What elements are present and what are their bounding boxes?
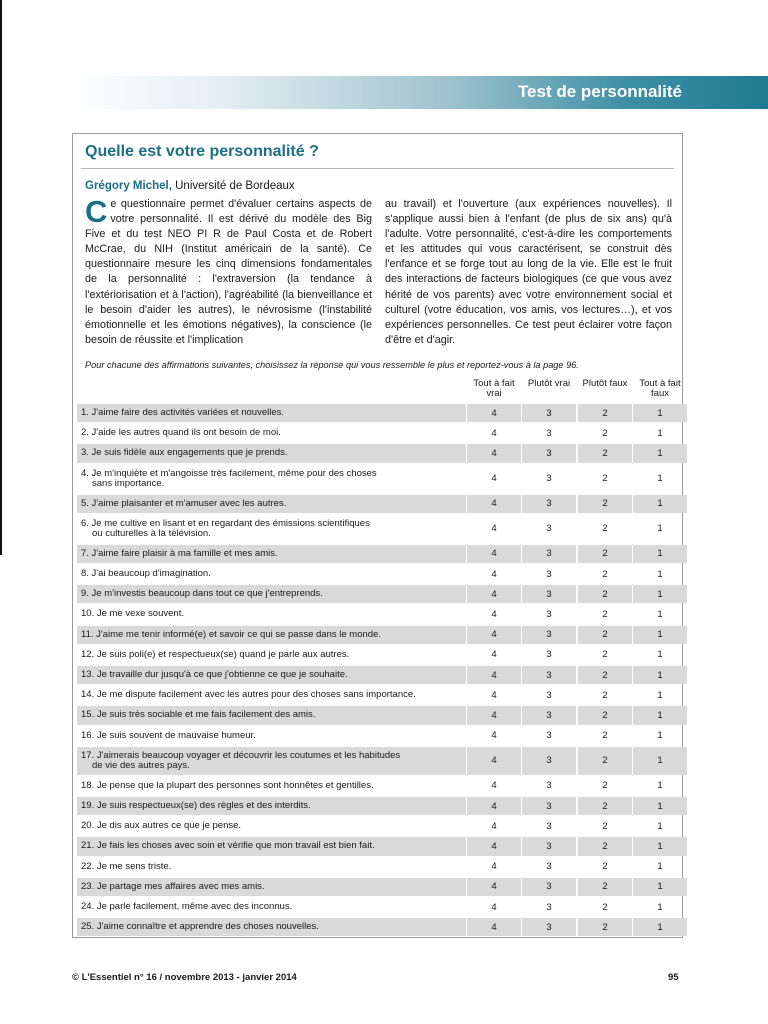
- statement: [77, 686, 466, 704]
- score-cell[interactable]: 1: [633, 404, 687, 422]
- statement: [77, 465, 466, 493]
- score-cell[interactable]: 4: [467, 495, 521, 513]
- score-cell[interactable]: 2: [602, 523, 608, 535]
- score-cell[interactable]: 1: [633, 495, 687, 513]
- score-cell[interactable]: 2: [578, 666, 632, 684]
- score-cell[interactable]: 1: [657, 861, 663, 873]
- score-cell[interactable]: 1: [633, 545, 687, 563]
- score-cell[interactable]: 3: [522, 666, 576, 684]
- score-cell[interactable]: 3: [522, 878, 576, 896]
- page-number: 95: [668, 972, 679, 983]
- table-row: [77, 816, 685, 836]
- column-header: Plutôt vrai: [527, 378, 571, 389]
- table-row: [77, 564, 685, 584]
- statement-text: 8. J'ai beaucoup d'imagination.: [81, 568, 211, 580]
- score-cell[interactable]: 3: [522, 918, 576, 936]
- score-cell[interactable]: 4: [467, 585, 521, 603]
- score-cell[interactable]: 4: [467, 545, 521, 563]
- score-cell[interactable]: 3: [546, 608, 552, 620]
- author-affiliation: Université de Bordeaux: [175, 180, 295, 192]
- score-cell[interactable]: 3: [522, 545, 576, 563]
- title-divider: [81, 168, 674, 169]
- table-row: [77, 625, 685, 645]
- score-cell[interactable]: 1: [657, 820, 663, 832]
- statement-text-cont: de vie des autres pays.: [92, 759, 190, 771]
- score-cell[interactable]: 2: [602, 820, 608, 832]
- statement: [77, 747, 466, 775]
- score-cell[interactable]: 4: [491, 689, 497, 701]
- score-cell[interactable]: 2: [578, 837, 632, 855]
- score-cell[interactable]: 2: [578, 495, 632, 513]
- score-cell[interactable]: 2: [602, 861, 608, 873]
- score-cell[interactable]: 3: [522, 626, 576, 644]
- column-header: Plutôt faux: [582, 378, 628, 389]
- table-row: [77, 604, 685, 624]
- table-row: [77, 645, 685, 665]
- score-cell[interactable]: 3: [522, 404, 576, 422]
- score-cell[interactable]: 1: [657, 649, 663, 661]
- statement-text: 19. Je suis respectueux(se) des règles et des interdits.: [81, 800, 311, 812]
- statement-text: 12. Je suis poli(e) et respectueux(se) quand je parle aux autres.: [81, 648, 350, 660]
- score-cell[interactable]: 2: [578, 404, 632, 422]
- score-cell[interactable]: 2: [602, 608, 608, 620]
- statement-text: 4. Je m'inquiète et m'angoisse très facilement, même pour des choses: [81, 467, 377, 479]
- score-cell[interactable]: 4: [467, 747, 521, 775]
- score-cell[interactable]: 3: [522, 495, 576, 513]
- score-cell[interactable]: 2: [578, 585, 632, 603]
- statement: [77, 898, 466, 916]
- score-cell[interactable]: 4: [491, 568, 497, 580]
- score-cell[interactable]: 4: [467, 444, 521, 462]
- score-cell[interactable]: 4: [467, 666, 521, 684]
- score-cell[interactable]: 1: [633, 837, 687, 855]
- score-cell[interactable]: 3: [546, 689, 552, 701]
- score-cell[interactable]: 2: [578, 747, 632, 775]
- statement: [77, 444, 466, 462]
- statement: [77, 646, 466, 664]
- score-cell[interactable]: 1: [657, 901, 663, 913]
- score-cell[interactable]: 2: [602, 427, 608, 439]
- column-header: Tout à fait vrai: [473, 378, 515, 399]
- statement-text: 18. Je pense que la plupart des personnes sont honnêtes et gentilles.: [81, 779, 374, 791]
- page-edge-bar: [0, 0, 2, 555]
- score-cell[interactable]: 4: [467, 918, 521, 936]
- article-title: Quelle est votre personnalité ?: [85, 143, 319, 160]
- score-cell[interactable]: 3: [522, 706, 576, 724]
- score-cell[interactable]: 1: [657, 730, 663, 742]
- score-cell[interactable]: 3: [546, 523, 552, 535]
- intro-text-1: e questionnaire permet d'évaluer certains aspects de votre personnalité. Il est dérivé du modèle des Big Five et du test NEO PI R de Paul Costa et de Robert McCrae, du NIH (Institut américain de la santé). Ce questionnaire mesure les cinq dimensions fondamentales de la personnalité : l'extraversion (la tendance à l'extériorisation et à l'action), l'agréabilité (la bienveillance et le besoin d'aider les autres), le névrosisme (l'instabilité émotionnelle et les émotions négatives), la conscience (le besoin de réussite et l'implication: [85, 198, 372, 346]
- intro-column-1: [85, 194, 372, 348]
- table-row: [77, 685, 685, 705]
- statement-text-cont: sans importance.: [92, 477, 165, 489]
- intro-text-2: au travail) et l'ouverture (aux expériences nouvelles). Il s'applique aussi bien à l'enfant (de plus de six ans) qu'à l'adulte. Votre personnalité, c'est-à-dire les comportements et les attitudes qui vous caractérisent, se construit dès l'enfance et se forge tout au long de la vie. Elle est le fruit des interactions de facteurs biologiques (ce que vous avez hérité de vos parents) avec votre environnement social et culturel (votre éducation, vos amis, vos lectures…), et vos expériences personnelles. Ce test peut éclairer votre façon d'être et d'agir.: [385, 198, 672, 346]
- table-row: [77, 464, 685, 494]
- statement: [77, 545, 466, 563]
- score-cell[interactable]: 4: [491, 649, 497, 661]
- statement-text-cont: ou culturelles à la télévision.: [92, 527, 211, 539]
- table-row: [77, 665, 685, 685]
- statement: [77, 585, 466, 603]
- table-row: [77, 726, 685, 746]
- statement: [77, 817, 466, 835]
- statement: [77, 666, 466, 684]
- score-cell[interactable]: 4: [491, 427, 497, 439]
- statement: [77, 404, 466, 422]
- score-cell[interactable]: 1: [657, 568, 663, 580]
- score-cell[interactable]: 3: [546, 649, 552, 661]
- score-cell[interactable]: 1: [633, 797, 687, 815]
- table-row: [77, 836, 685, 856]
- statement-text: 17. J'aimerais beaucoup voyager et découvrir les coutumes et les habitudes: [81, 749, 401, 761]
- table-row: [77, 423, 685, 443]
- statement: [77, 605, 466, 623]
- score-cell[interactable]: 2: [578, 918, 632, 936]
- statement: [77, 797, 466, 815]
- score-cell[interactable]: 1: [657, 427, 663, 439]
- score-cell[interactable]: 3: [522, 444, 576, 462]
- score-cell[interactable]: 1: [657, 608, 663, 620]
- score-cell[interactable]: 1: [657, 689, 663, 701]
- score-cell[interactable]: 1: [633, 626, 687, 644]
- score-cell[interactable]: 1: [633, 918, 687, 936]
- table-row: [77, 776, 685, 796]
- statement: [77, 777, 466, 795]
- score-cell[interactable]: 2: [602, 780, 608, 792]
- table-row: [77, 917, 685, 937]
- statement-text: 1. J'aime faire des activités variées et nouvelles.: [81, 407, 284, 419]
- score-cell[interactable]: 1: [633, 666, 687, 684]
- statement: [77, 495, 466, 513]
- score-cell[interactable]: 3: [522, 585, 576, 603]
- score-cell[interactable]: 3: [522, 837, 576, 855]
- statement-text: 5. J'aime plaisanter et m'amuser avec les autres.: [81, 497, 287, 509]
- statement-text: 15. Je suis très sociable et me fais facilement des amis.: [81, 709, 316, 721]
- statement: [77, 918, 466, 936]
- statement-text: 20. Je dis aux autres ce que je pense.: [81, 820, 242, 832]
- score-cell[interactable]: 4: [467, 878, 521, 896]
- table-row: [77, 544, 685, 564]
- score-cell[interactable]: 3: [522, 797, 576, 815]
- score-cell[interactable]: 4: [491, 473, 497, 485]
- score-cell[interactable]: 2: [602, 473, 608, 485]
- score-cell[interactable]: 3: [546, 730, 552, 742]
- table-row: [77, 796, 685, 816]
- score-cell[interactable]: 3: [546, 901, 552, 913]
- statement-text: 24. Je parle facilement, même avec des inconnus.: [81, 901, 293, 913]
- score-cell[interactable]: 3: [546, 427, 552, 439]
- score-cell[interactable]: 1: [633, 747, 687, 775]
- score-cell[interactable]: 4: [491, 820, 497, 832]
- statement-text: 6. Je me cultive en lisant et en regardant des émissions scientifiques: [81, 517, 370, 529]
- score-cell[interactable]: 2: [578, 626, 632, 644]
- author-name: Grégory Michel,: [85, 180, 172, 192]
- table-row: [77, 514, 685, 544]
- statement-text: 21. Je fais les choses avec soin et vérifie que mon travail est bien fait.: [81, 840, 375, 852]
- statement-text: 16. Je suis souvent de mauvaise humeur.: [81, 729, 256, 741]
- score-cell[interactable]: 3: [522, 747, 576, 775]
- score-cell[interactable]: 2: [602, 649, 608, 661]
- statement-text: 23. Je partage mes affaires avec mes amis.: [81, 880, 265, 892]
- section-banner: [68, 76, 768, 109]
- table-row: [77, 746, 685, 776]
- statement: [77, 515, 466, 543]
- statement: [77, 626, 466, 644]
- article-box: [72, 133, 683, 938]
- score-cell[interactable]: 3: [546, 568, 552, 580]
- score-cell[interactable]: 2: [578, 444, 632, 462]
- statement: [77, 837, 466, 855]
- score-cell[interactable]: 4: [491, 901, 497, 913]
- statement-text: 10. Je me vexe souvent.: [81, 608, 184, 620]
- statement-text: 25. J'aime connaître et apprendre des choses nouvelles.: [81, 921, 319, 933]
- score-cell[interactable]: 2: [578, 878, 632, 896]
- statement: [77, 424, 466, 442]
- statement: [77, 706, 466, 724]
- score-cell[interactable]: 4: [467, 626, 521, 644]
- table-row: [77, 584, 685, 604]
- score-cell[interactable]: 3: [546, 820, 552, 832]
- table-row: [77, 877, 685, 897]
- score-cell[interactable]: 2: [602, 689, 608, 701]
- score-cell[interactable]: 2: [602, 901, 608, 913]
- score-cell[interactable]: 3: [546, 780, 552, 792]
- instruction-text: Pour chacune des affirmations suivantes, choisissez la réponse qui vous ressemble le plus et reportez-vous à la page 96.: [85, 360, 579, 370]
- drop-cap: C: [85, 194, 108, 229]
- score-cell[interactable]: 1: [633, 878, 687, 896]
- statement: [77, 858, 466, 876]
- section-title: Test de personnalité: [517, 82, 682, 101]
- statement: [77, 727, 466, 745]
- score-cell[interactable]: 4: [467, 797, 521, 815]
- statement-text: 3. Je suis fidèle aux engagements que je prends.: [81, 447, 288, 459]
- score-cell[interactable]: 1: [657, 780, 663, 792]
- score-cell[interactable]: 2: [602, 568, 608, 580]
- score-cell[interactable]: 3: [546, 473, 552, 485]
- statement-text: 7. J'aime faire plaisir à ma famille et mes amis.: [81, 547, 278, 559]
- score-cell[interactable]: 2: [602, 730, 608, 742]
- score-cell[interactable]: 2: [578, 706, 632, 724]
- score-cell[interactable]: 4: [467, 706, 521, 724]
- table-row: [77, 443, 685, 463]
- score-cell[interactable]: 4: [491, 608, 497, 620]
- statement: [77, 565, 466, 583]
- score-cell[interactable]: 4: [491, 861, 497, 873]
- author-line: [85, 180, 295, 192]
- column-header: Tout à fait faux: [639, 378, 681, 399]
- score-cell[interactable]: 1: [633, 585, 687, 603]
- table-row: [77, 897, 685, 917]
- score-cell[interactable]: 4: [491, 780, 497, 792]
- statement-text: 22. Je me sens triste.: [81, 860, 172, 872]
- score-cell[interactable]: 3: [546, 861, 552, 873]
- intro-column-2: [385, 197, 672, 348]
- footer-issue: © L'Essentiel n° 16 / novembre 2013 - janvier 2014: [72, 972, 297, 983]
- statement: [77, 878, 466, 896]
- score-cell[interactable]: 1: [657, 523, 663, 535]
- statement-text: 2. J'aide les autres quand ils ont besoin de moi.: [81, 427, 281, 439]
- statement-text: 13. Je travaille dur jusqu'à ce que j'obtienne ce que je souhaite.: [81, 669, 348, 681]
- score-cell[interactable]: 1: [657, 473, 663, 485]
- score-cell[interactable]: 1: [633, 706, 687, 724]
- score-cell[interactable]: 4: [491, 523, 497, 535]
- score-cell[interactable]: 4: [467, 837, 521, 855]
- statement-text: 14. Je me dispute facilement avec les autres pour des choses sans importance.: [81, 689, 416, 701]
- score-cell[interactable]: 1: [633, 444, 687, 462]
- score-cell[interactable]: 4: [467, 404, 521, 422]
- table-row: [77, 857, 685, 877]
- table-row: [77, 403, 685, 423]
- score-cell[interactable]: 2: [578, 545, 632, 563]
- table-row: [77, 705, 685, 725]
- statement-text: 11. J'aime me tenir informé(e) et savoir ce qui se passe dans le monde.: [81, 628, 381, 640]
- table-row: [77, 494, 685, 514]
- score-cell[interactable]: 4: [491, 730, 497, 742]
- statement-text: 9. Je m'investis beaucoup dans tout ce que j'entreprends.: [81, 588, 323, 600]
- score-cell[interactable]: 2: [578, 797, 632, 815]
